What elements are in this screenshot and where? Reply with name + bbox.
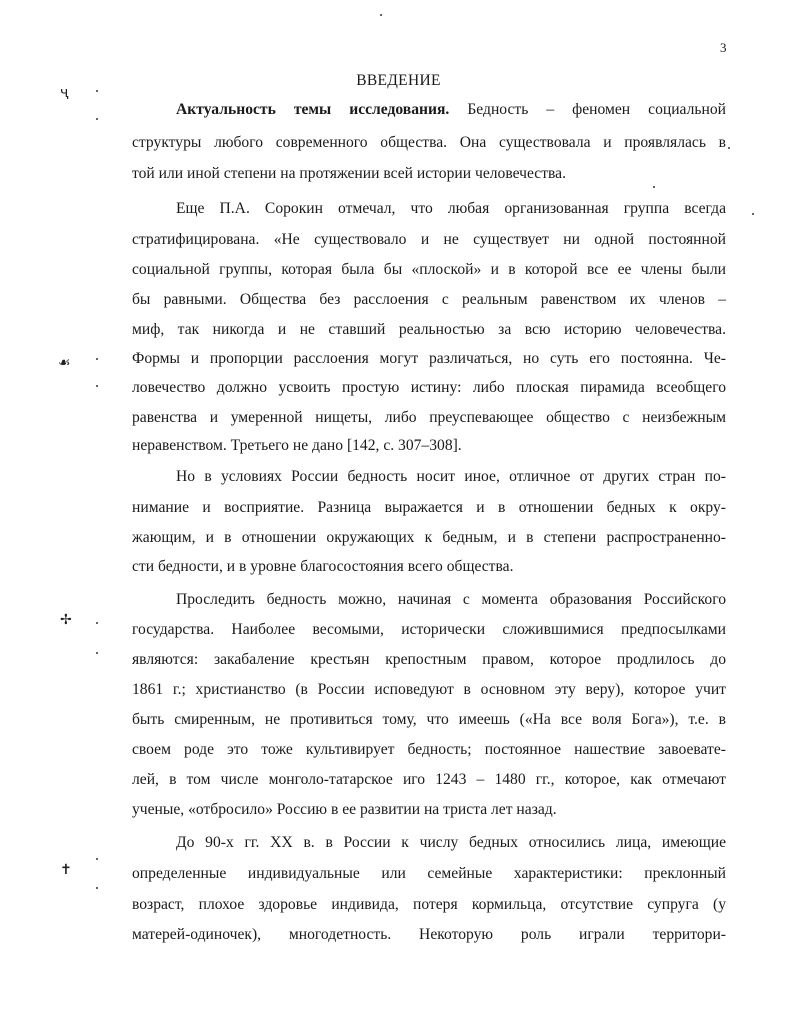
margin-scan-dot (96, 652, 98, 654)
paragraph-line: определенные индивидуальные или семейные характеристики: преклонный (132, 865, 726, 882)
paragraph-line: являются: закабаление крестьян крепостным правом, которое продлилось до (132, 651, 726, 668)
scan-speck (653, 186, 655, 188)
paragraph-line: структуры любого современного общества. Она существовала и проявлялась в (132, 134, 726, 151)
paragraph-text: Бедность – феномен социальной (467, 101, 726, 118)
margin-scan-dot (96, 118, 98, 120)
paragraph-line: Формы и пропорции расслоения могут различаться, но суть его постоянна. Че- (132, 350, 726, 367)
paragraph-line: Проследить бедность можно, начиная с момента образования Российского (176, 591, 726, 608)
paragraph-line: жающим, и в отношении окружающих к бедным, и в степени распространенно- (132, 529, 726, 546)
page-title: ВВЕДЕНИЕ (356, 72, 441, 89)
paragraph-line: Еще П.А. Сорокин отмечал, что любая организованная группа всегда (176, 200, 726, 217)
paragraph-line: лей, в том числе монголо-татарское иго 1243 – 1480 гг., которое, как отмечают (132, 771, 726, 788)
paragraph-line: сти бедности, и в уровне благосостояния всего общества. (132, 558, 514, 575)
paragraph-line: той или иной степени на протяжении всей истории человечества. (132, 165, 566, 182)
scan-speck (752, 213, 754, 215)
margin-scan-dot (96, 90, 98, 92)
margin-scan-dot (96, 385, 98, 387)
scan-speck (380, 14, 382, 16)
paragraph-line: стратифицирована. «Не существовало и не существует ни одной постоянной (132, 231, 726, 248)
margin-scan-mark: ҷ (60, 85, 69, 101)
margin-scan-dot (96, 887, 98, 889)
paragraph-line: быть смиренным, не противиться тому, что имеешь («На все воля Бога»), т.е. в (132, 711, 726, 728)
paragraph-line: бы равными. Общества без расслоения с реальным равенством их членов – (132, 291, 726, 308)
paragraph-line: возраст, плохое здоровье индивида, потеря кормильца, отсутствие супруга (у (132, 896, 726, 913)
paragraph-line: матерей-одиночек), многодетность. Некоторую роль играли территори- (132, 926, 726, 943)
margin-scan-mark: ✢ (60, 612, 72, 628)
paragraph-line: ловечество должно усвоить простую истину: либо плоская пирамида всеобщего (132, 379, 726, 396)
paragraph-line (176, 100, 726, 120)
paragraph-line: равенства и умеренной нищеты, либо преуспевающее общество с неизбежным (132, 409, 726, 426)
margin-scan-dot (96, 858, 98, 860)
paragraph-line: миф, так никогда и не ставший реальностью за всю историю человечества. (132, 321, 726, 338)
scan-speck (728, 147, 730, 149)
paragraph-line: неравенством. Третьего не дано [142, с. 307–308]. (132, 437, 462, 454)
page-number: 3 (720, 40, 727, 55)
paragraph-line: ученые, «отбросило» Россию в ее развитии на триста лет назад. (132, 801, 557, 818)
margin-scan-dot (96, 622, 98, 624)
paragraph-line: социальной группы, которая была бы «плоской» и в которой все ее члены были (132, 261, 726, 278)
bold-lead: Актуальность темы исследования. (176, 101, 450, 118)
paragraph-line: нимание и восприятие. Разница выражается и в отношении бедных к окру- (132, 499, 726, 516)
paragraph-line: своем роде это тоже культивирует бедность; постоянное нашествие завоевате- (132, 741, 726, 758)
paragraph-line: государства. Наиболее весомыми, исторически сложившимися предпосылками (132, 621, 726, 638)
margin-scan-dot (96, 358, 98, 360)
paragraph-line: До 90-х гг. XX в. в России к числу бедных относились лица, имеющие (176, 834, 726, 851)
paragraph-line: Но в условиях России бедность носит иное, отличное от других стран по- (176, 468, 726, 485)
margin-scan-mark: ✝ (60, 862, 72, 878)
paragraph-line: 1861 г.; христианство (в России исповедуют в основном эту веру), которое учит (132, 681, 726, 698)
margin-scan-mark: ☙ (58, 355, 71, 371)
